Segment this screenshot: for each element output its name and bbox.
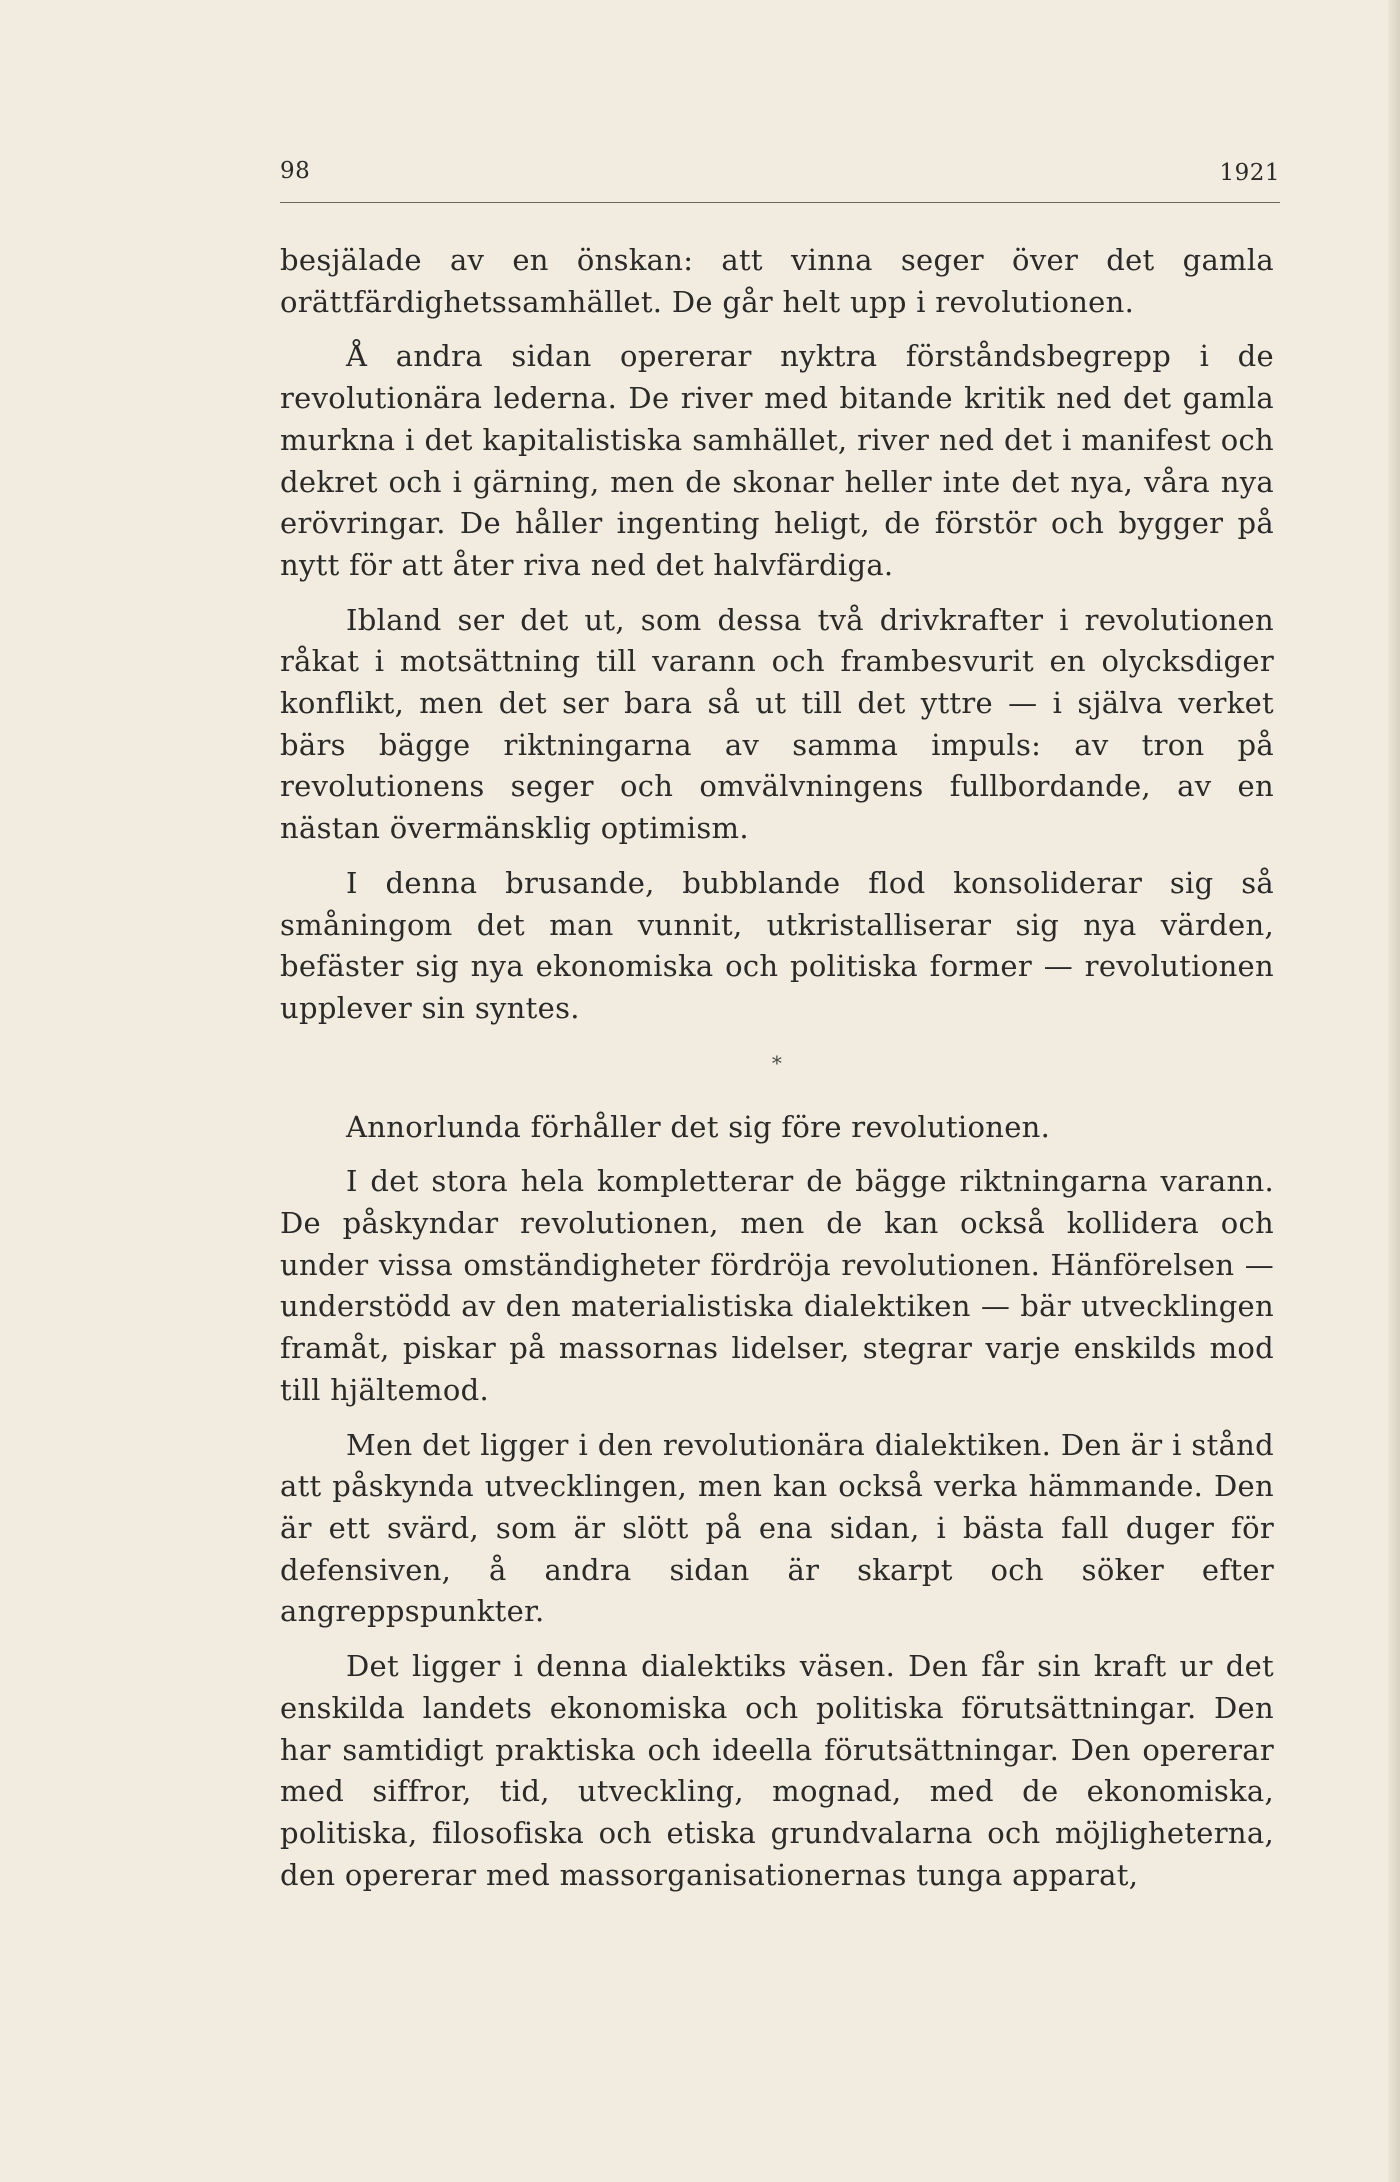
- paragraph: Å andra sidan opererar nyktra förståndsbegrepp i de revolutionära lederna. De river med bitande kritik ned det gamla murkna i det kapitalistiska samhället, river ned det i manifest och dekret och i gärning, men de skonar heller inte det nya, våra nya erövringar. De håller ingenting heligt, de förstör och bygger på nytt för att åter riva ned det halvfärdiga.: [280, 339, 1274, 582]
- page-edge: [1388, 0, 1400, 2182]
- paragraph: Annorlunda förhåller det sig före revolutionen.: [346, 1109, 1051, 1144]
- paragraph: besjälade av en önskan: att vinna seger över det gamla orättfärdighetssamhället. De går helt upp i revolutionen.: [280, 243, 1274, 319]
- section-separator: *: [771, 1050, 783, 1075]
- page-header: [280, 150, 1280, 203]
- page-number: 98: [280, 158, 311, 184]
- paragraph: I denna brusande, bubblande flod konsoliderar sig så småningom det man vunnit, utkristalliserar sig nya värden, befäster sig nya ekonomiska och politiska former — revolutionen upplever sin syntes.: [280, 865, 1274, 1025]
- paragraph: Men det ligger i den revolutionära dialektiken. Den är i stånd att påskynda utvecklingen, men kan också verka hämmande. Den är ett svärd, som är slött på ena sidan, i bästa fall duger för defensiven, å andra sidan är skarpt och söker efter angreppspunkter.: [280, 1427, 1274, 1629]
- body-text: [280, 240, 1274, 1909]
- header-year: 1921: [1219, 160, 1280, 186]
- paragraph: Det ligger i denna dialektiks väsen. Den får sin kraft ur det enskilda landets ekonomiska och politiska förutsättningar. Den har samtidigt praktiska och ideella förutsättningar. Den opererar med siffror, tid, utveckling, mognad, med de ekonomiska, politiska, filosofiska och etiska grundvalarna och möjligheterna, den opererar med massorganisationernas tunga apparat,: [280, 1649, 1274, 1892]
- paragraph: I det stora hela kompletterar de bägge riktningarna varann. De påskyndar revolutionen, men de kan också kollidera och under vissa omständigheter fördröja revolutionen. Hänförelsen — understödd av den materialistiska dialektiken — bär utvecklingen framåt, piskar på massornas lidelser, stegrar varje enskilds mod till hjältemod.: [280, 1164, 1274, 1407]
- paragraph: Ibland ser det ut, som dessa två drivkrafter i revolutionen råkat i motsättning till varann och frambesvurit en olycksdiger konflikt, men det ser bara så ut till det yttre — i själva verket bärs bägge riktningarna av samma impuls: av tron på revolutionens seger och omvälvningens fullbordande, av en nästan övermänsklig optimism.: [280, 602, 1274, 846]
